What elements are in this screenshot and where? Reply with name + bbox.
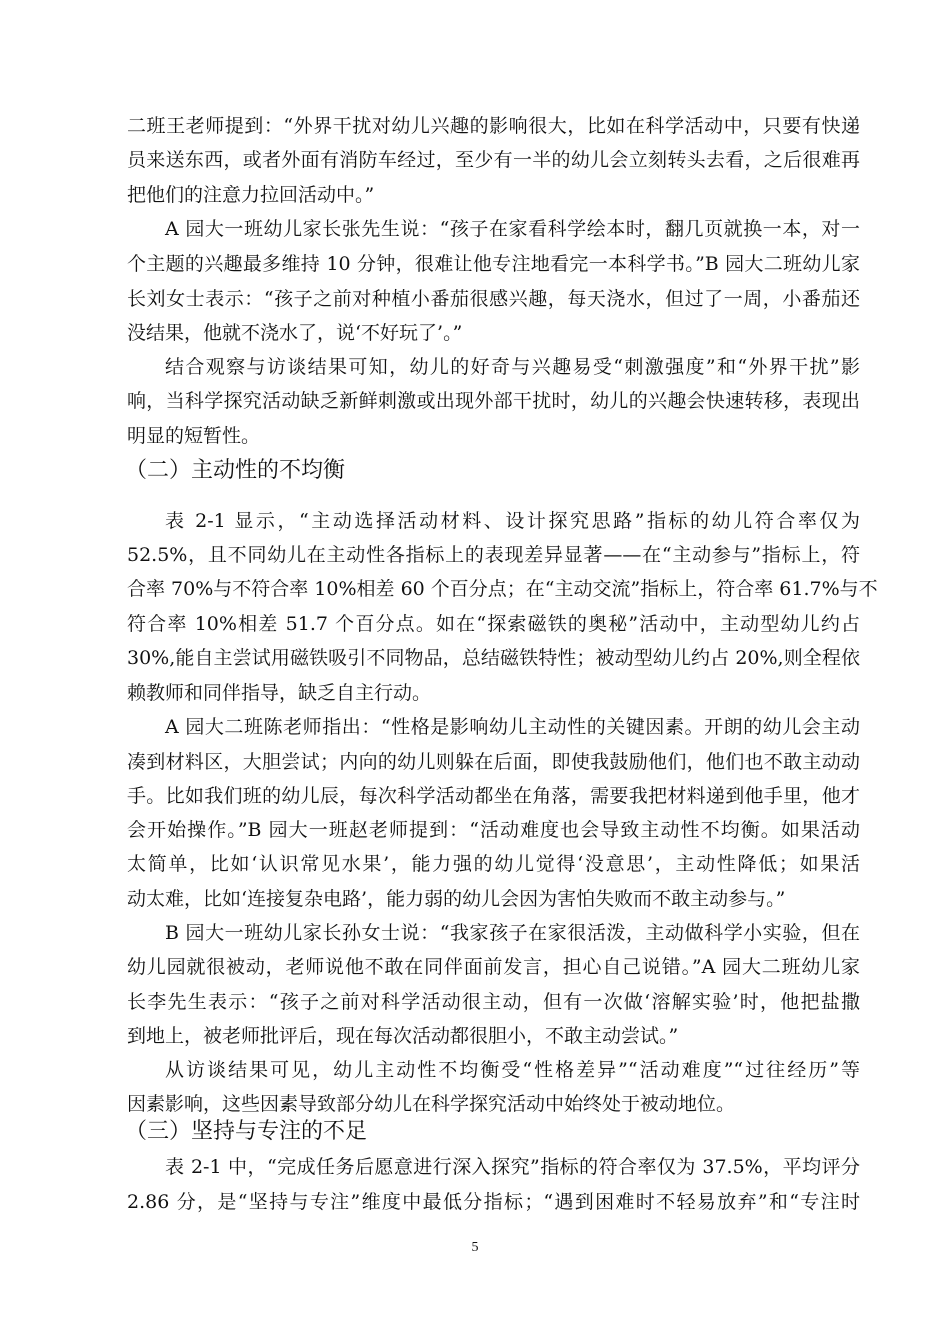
text-line: 合率 70%与不符合率 10%相差 60 个百分点；在“主动交流”指标上，符合率 61.7%与不: [127, 578, 878, 600]
text-line: 因素影响，这些因素导致部分幼儿在科学探究活动中始终处于被动地位。: [127, 1093, 736, 1115]
text-line: 从访谈结果可见，幼儿主动性不均衡受“性格差异”“活动难度”“过往经历”等: [165, 1059, 860, 1081]
text-line: 凑到材料区，大胆尝试；内向的幼儿则躲在后面，即使我鼓励他们，他们也不敢主动动: [127, 751, 860, 773]
text-line: 长刘女士表示：“孩子之前对种植小番茄很感兴趣，每天浇水，但过了一周，小番茄还: [127, 288, 860, 310]
text-line: 手。比如我们班的幼儿辰，每次科学活动都坐在角落，需要我把材料递到他手里，他才: [127, 785, 860, 807]
text-line: A 园大二班陈老师指出：“性格是影响幼儿主动性的关键因素。开朗的幼儿会主动: [165, 716, 860, 738]
text-line: 二班王老师提到：“外界干扰对幼儿兴趣的影响很大，比如在科学活动中，只要有快递: [127, 115, 860, 137]
text-line: 员来送东西，或者外面有消防车经过，至少有一半的幼儿会立刻转头去看，之后很难再: [127, 149, 860, 171]
text-line: 个主题的兴趣最多维持 10 分钟，很难让他专注地看完一本科学书。”B 园大二班幼儿家: [127, 253, 860, 275]
text-line: 30%,能自主尝试用磁铁吸引不同物品，总结磁铁特性；被动型幼儿约占 20%,则全程依: [127, 647, 860, 669]
text-line: 结合观察与访谈结果可知，幼儿的好奇与兴趣易受“刺激强度”和“外界干扰”影: [165, 356, 860, 378]
text-line: B 园大一班幼儿家长孙女士说：“我家孩子在家很活泼，主动做科学小实验，但在: [165, 922, 860, 944]
section-heading-3: （三）坚持与专注的不足: [125, 1119, 368, 1144]
text-line: 长李先生表示：“孩子之前对科学活动很主动，但有一次做‘溶解实验’时，他把盐撒: [127, 991, 860, 1013]
section-heading-2: （二）主动性的不均衡: [125, 458, 346, 483]
text-line: 赖教师和同伴指导，缺乏自主行动。: [127, 682, 432, 704]
text-line: 把他们的注意力拉回活动中。”: [127, 184, 375, 206]
page-number: 5: [471, 1240, 479, 1255]
text-line: 符合率 10%相差 51.7 个百分点。如在“探索磁铁的奥秘”活动中，主动型幼儿约占: [127, 613, 860, 635]
text-line: 响，当科学探究活动缺乏新鲜刺激或出现外部干扰时，幼儿的兴趣会快速转移，表现出: [127, 390, 860, 412]
text-line: 幼儿园就很被动，老师说他不敢在同伴面前发言，担心自己说错。”A 园大二班幼儿家: [127, 956, 860, 978]
text-line: 2.86 分，是“坚持与专注”维度中最低分指标；“遇到困难时不轻易放弃”和“专注时: [127, 1191, 860, 1213]
text-line: A 园大一班幼儿家长张先生说：“孩子在家看科学绘本时，翻几页就换一本，对一: [165, 218, 860, 240]
text-line: 表 2-1 显示，“主动选择活动材料、设计探究思路”指标的幼儿符合率仅为: [165, 510, 860, 532]
text-line: 52.5%，且不同幼儿在主动性各指标上的表现差异显著——在“主动参与”指标上，符: [127, 544, 860, 566]
text-line: 会开始操作。”B 园大一班赵老师提到：“活动难度也会导致主动性不均衡。如果活动: [127, 819, 860, 841]
text-line: 没结果，他就不浇水了，说‘不好玩了’。”: [127, 322, 463, 344]
text-line: 明显的短暂性。: [127, 425, 261, 447]
text-line: 表 2-1 中，“完成任务后愿意进行深入探究”指标的符合率仅为 37.5%，平均评分: [165, 1156, 860, 1178]
text-line: 动太难，比如‘连接复杂电路’，能力弱的幼儿会因为害怕失败而不敢主动参与。”: [127, 888, 786, 910]
text-line: 太简单，比如‘认识常见水果’，能力强的幼儿觉得‘没意思’，主动性降低；如果活: [127, 853, 860, 875]
text-line: 到地上，被老师批评后，现在每次活动都很胆小，不敢主动尝试。”: [127, 1025, 679, 1047]
